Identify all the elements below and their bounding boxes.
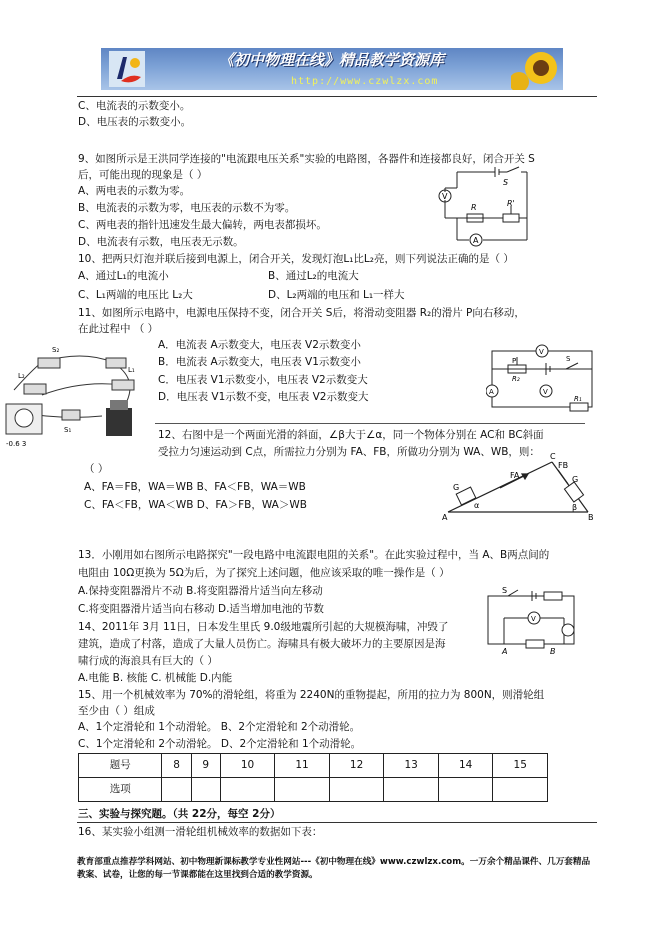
table-header-cell: 12 (329, 754, 384, 778)
sunflower-icon (511, 48, 563, 90)
q11-wiring-illustration (2, 340, 154, 452)
fig11l-label-s1: S₁ (64, 426, 72, 434)
fig11-label-v-top: V (539, 348, 544, 356)
q12-options-cd: C、FA＜FB，WA＜WB D、FA＞FB，WA＞WB (84, 499, 307, 511)
q11-option-c: C．电压表 V1示数变小，电压表 V2示数变大 (158, 374, 368, 386)
q11-stem-cont: 在此过程中 （ ） (78, 323, 159, 335)
fig12-label-fb: FB (558, 461, 569, 470)
fig13-label-a: A (502, 647, 508, 656)
section-rule (77, 822, 597, 823)
table-header-cell: 14 (438, 754, 493, 778)
q12-stem-cont: 受拉力匀速运动到 C点，所需拉力分别为 FA、FB，所做功分别为 WA、WB，则： (158, 446, 540, 458)
section-three-heading: 三、实验与探究题。（共 22分，每空 2分） (78, 808, 281, 820)
q12-options-ab: A、FA＝FB，WA＝WB B、FA＜FB，WA＝WB (84, 481, 306, 493)
q12-incline-diagram (440, 450, 600, 522)
fig12-label-b: B (588, 513, 594, 522)
q12-rule (155, 423, 585, 424)
q13-options-ab: A.保持变阻器滑片不动 B.将变阻器滑片适当向左移动 (78, 585, 323, 597)
q11-stem: 11、如图所示电路中，电源电压保持不变，闭合开关 S后，将滑动变阻器 R₂的滑片 P向右移动， (78, 307, 525, 319)
header-banner (101, 48, 563, 90)
q14-stem-cont2: 啸行成的海浪具有巨大的（ ） (78, 655, 218, 667)
q14-stem-cont: 建筑，造成了村落，造成了大量人员伤亡。海啸具有极大破坏力的主要原因是海 (78, 638, 446, 650)
q15-stem: 15、用一个机械效率为 70%的滑轮组，将重为 2240N的重物提起，所用的拉力为 800N，则滑轮组 (78, 689, 545, 701)
q15-stem-cont: 至少由（ ）组成 (78, 705, 155, 717)
table-row (79, 778, 548, 802)
page-footer: 教育部重点推荐学科网站、初中物理新课标教学专业性网站---《初中物理在线》www.czwlzx.com。一万余个精品课件、几万套精品教案、试卷，让您的每一节课都能在这里找到合适的教学资源。 (77, 857, 591, 880)
fig11l-label-scale: -0.6 3 (6, 440, 27, 448)
q11-option-a: A．电流表 A示数变大，电压表 V2示数变小 (158, 339, 361, 351)
answer-cell[interactable] (275, 778, 330, 802)
table-header-cell: 8 (162, 754, 191, 778)
q8-option-c: C、电流表的示数变小。 (78, 100, 191, 112)
q9-stem-cont: 后，可能出现的现象是（ ） (78, 169, 208, 181)
fig12-label-a: A (442, 513, 448, 522)
fig12-label-g-right: G (572, 475, 579, 484)
fig11-label-p: P (512, 357, 517, 365)
fig12-label-fa: FA (510, 471, 520, 480)
answer-table (78, 753, 548, 802)
q15-options-ab: A、1个定滑轮和 1个动滑轮。 B、2个定滑轮和 2个动滑轮。 (78, 721, 361, 733)
q9-option-a: A、两电表的示数为零。 (78, 185, 191, 197)
fig9-label-s: S (503, 178, 509, 187)
table-row-label: 选项 (79, 778, 162, 802)
banner-url[interactable]: http://www.czwlzx.com (291, 76, 439, 87)
fig12-label-c: C (550, 452, 556, 461)
banner-title: 《初中物理在线》精品教学资源库 (219, 51, 445, 69)
q9-stem: 9、如图所示是王洪同学连接的"电流跟电压关系"实验的电路图，各器件和连接都良好，闭合开关 S (78, 153, 535, 165)
fig11-label-r1: R₁ (574, 395, 582, 403)
fig11-label-v: V (543, 388, 548, 396)
q10-option-c: C、L₁两端的电压比 L₂大 (78, 289, 193, 301)
q10-option-a: A、通过L₁的电流小 (78, 270, 169, 282)
answer-cell[interactable] (162, 778, 191, 802)
fig9-label-a: A (473, 236, 479, 245)
q13-options-cd: C.将变阻器滑片适当向右移动 D.适当增加电池的节数 (78, 603, 324, 615)
q13-stem: 13．小刚用如右图所示电路探究"一段电路中电流跟电阻的关系"。在此实验过程中，当 A、B两点间的 (78, 549, 550, 561)
answer-cell[interactable] (191, 778, 220, 802)
fig13-label-s: S (502, 586, 508, 595)
q16-stem: 16、某实验小组测一滑轮组机械效率的数据如下表： (78, 826, 323, 838)
q9-option-b: B、电流表的示数为零，电压表的示数不为零。 (78, 202, 296, 214)
q12-answer-paren: （ ） (84, 463, 109, 475)
answer-cell[interactable] (329, 778, 384, 802)
q13-circuit-diagram (478, 584, 582, 660)
fig13-label-b: B (550, 647, 556, 656)
q10-option-b: B、通过L₂的电流大 (268, 270, 359, 282)
q11-circuit-diagram (486, 343, 596, 413)
q14-stem: 14、2011年 3月 11日，日本发生里氏 9.0级地震所引起的大规模海啸，冲毁了 (78, 621, 449, 633)
fig12-label-alpha: α (474, 501, 480, 510)
answer-cell[interactable] (220, 778, 275, 802)
fig11l-label-l2: L₂ (18, 372, 25, 380)
q10-stem: 10、把两只灯泡并联后接到电源上，闭合开关，发现灯泡L₁比L₂亮，则下列说法正确的是（ ） (78, 253, 514, 265)
header-rule (77, 96, 597, 97)
answer-cell[interactable] (493, 778, 548, 802)
q15-options-cd: C、1个定滑轮和 2个动滑轮。 D、2个定滑轮和 1个动滑轮。 (78, 738, 362, 750)
q8-option-d: D、电压表的示数变小。 (78, 116, 192, 128)
site-logo-icon (109, 51, 145, 87)
fig11-label-r2: R₂ (512, 375, 520, 383)
q14-options: A.电能 B. 核能 C. 机械能 D.内能 (78, 672, 233, 684)
table-header-cell: 10 (220, 754, 275, 778)
answer-cell[interactable] (438, 778, 493, 802)
fig9-label-v: V (442, 192, 448, 201)
table-header-cell: 题号 (79, 754, 162, 778)
fig13-label-v: V (531, 615, 536, 623)
table-header-cell: 13 (384, 754, 439, 778)
fig12-label-g-left: G (453, 483, 460, 492)
table-header-cell: 9 (191, 754, 220, 778)
table-header-cell: 11 (275, 754, 330, 778)
q11-option-d: D．电压表 V1示数不变，电压表 V2示数变大 (158, 391, 369, 403)
q12-stem: 12、右图中是一个两面光滑的斜面，∠β大于∠α，同一个物体分别在 AC和 BC斜面 (158, 429, 544, 441)
fig11-label-s: S (566, 355, 571, 363)
fig9-label-r: R (471, 203, 477, 212)
fig11l-label-s2: S₂ (52, 346, 60, 354)
answer-cell[interactable] (384, 778, 439, 802)
fig12-label-beta: β (572, 503, 578, 512)
table-row (79, 754, 548, 778)
fig11-label-a: A (489, 388, 494, 396)
table-header-cell: 15 (493, 754, 548, 778)
q11-option-b: B．电流表 A示数变大，电压表 V1示数变小 (158, 356, 361, 368)
q9-circuit-diagram (437, 166, 537, 252)
q9-option-c: C、两电表的指针迅速发生最大偏转，两电表都损坏。 (78, 219, 327, 231)
q10-option-d: D、L₂两端的电压和 L₁一样大 (268, 289, 405, 301)
q9-option-d: D、电流表有示数，电压表无示数。 (78, 236, 244, 248)
fig11l-label-l1: L₁ (128, 366, 135, 374)
fig9-label-r-prime: R' (507, 199, 515, 208)
q13-stem-cont: 电阻由 10Ω更换为 5Ω为后，为了探究上述问题，他应该采取的唯一操作是（ ） (78, 567, 450, 579)
